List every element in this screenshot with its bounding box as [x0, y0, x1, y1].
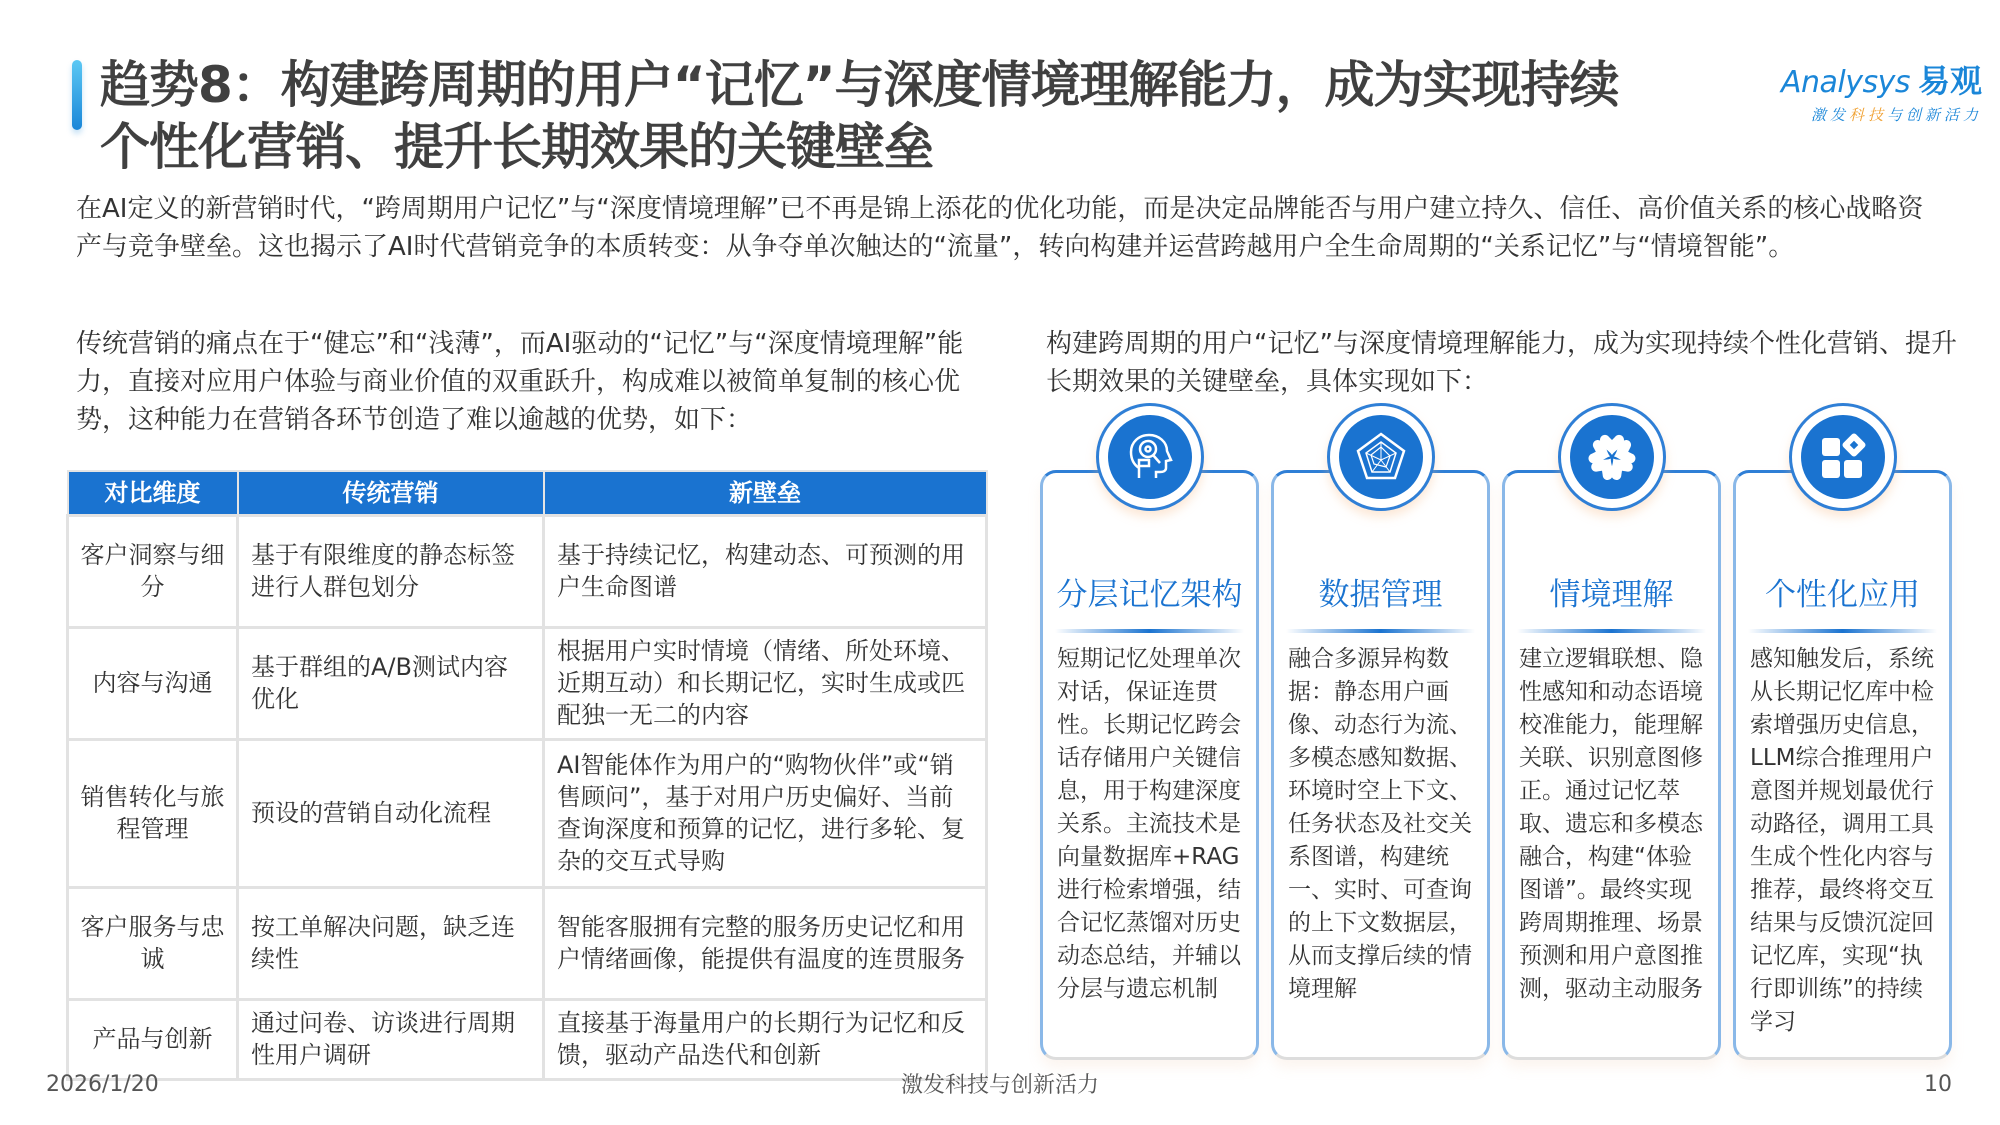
- cell-traditional: 基于有限维度的静态标签进行人群包划分: [238, 515, 544, 627]
- header-new-barrier: 新壁垒: [544, 471, 987, 515]
- logo-tagline-part1: 激发: [1810, 106, 1849, 124]
- card-icon-badge: [1558, 403, 1666, 511]
- cell-traditional: 按工单解决问题，缺乏连续性: [238, 887, 544, 999]
- header-dimension: 对比维度: [68, 471, 238, 515]
- table-row: [68, 999, 987, 1079]
- card-body: 感知触发后，系统从长期记忆库中检索增强历史信息，LLM综合推理用户意图并规划最优行动路径，调用工具生成个性化内容与推荐，最终将交互结果与反馈沉淀回记忆库，实现“执行即训练”的持续学习: [1750, 646, 1934, 1035]
- footer-date: 2026/1/20: [46, 1072, 159, 1097]
- cell-dimension: 销售转化与旅程管理: [68, 739, 238, 887]
- cell-new: AI智能体作为用户的“购物伙伴”或“销售顾问”，基于对用户历史偏好、当前查询深度和预算的记忆，进行多轮、复杂的交互式导购: [544, 739, 987, 887]
- title-accent-bar: [72, 60, 82, 130]
- clover-hearts-icon: [1585, 430, 1639, 484]
- card-icon-badge: [1789, 403, 1897, 511]
- card-context-understanding: [1502, 470, 1721, 1060]
- head-search-icon: [1123, 430, 1177, 484]
- table-header-row: [68, 471, 987, 515]
- card-divider: [1517, 629, 1706, 633]
- table-row: [68, 739, 987, 887]
- cell-traditional: 基于群组的A/B测试内容优化: [238, 627, 544, 739]
- comparison-table: [66, 470, 988, 1081]
- left-paragraph: 传统营销的痛点在于“健忘”和“浅薄”，而AI驱动的“记忆”与“深度情境理解”能力，直接对应用户体验与商业价值的双重跃升，构成难以被简单复制的核心优势，这种能力在营销各环节创造了难以逾越的优势，如下：: [76, 329, 964, 435]
- card-divider: [1286, 629, 1475, 633]
- logo-brand-en: Analysys: [1780, 65, 1910, 100]
- cell-traditional: 预设的营销自动化流程: [238, 739, 544, 887]
- footer-slogan: 激发科技与创新活力: [900, 1073, 1099, 1098]
- card-title: 个性化应用: [1765, 577, 1920, 613]
- cell-traditional: 通过问卷、访谈进行周期性用户调研: [238, 999, 544, 1079]
- cell-dimension: 客户洞察与细分: [68, 515, 238, 627]
- implementation-cards: [1040, 430, 1960, 1060]
- card-title: 数据管理: [1318, 577, 1443, 613]
- card-layered-memory: [1040, 470, 1259, 1060]
- card-title: 情境理解: [1549, 577, 1674, 613]
- page-title-line1: 趋势8：构建跨周期的用户“记忆”与深度情境理解能力，成为实现持续: [100, 56, 1619, 114]
- cell-dimension: 产品与创新: [68, 999, 238, 1079]
- cell-new: 根据用户实时情境（情绪、所处环境、近期互动）和长期记忆，实时生成或匹配独一无二的内容: [544, 627, 987, 739]
- radar-pentagon-icon: [1354, 430, 1408, 484]
- header-traditional: 传统营销: [238, 471, 544, 515]
- cell-new: 基于持续记忆，构建动态、可预测的用户生命图谱: [544, 515, 987, 627]
- cell-new: 智能客服拥有完整的服务历史记忆和用户情绪画像，能提供有温度的连贯服务: [544, 887, 987, 999]
- card-divider: [1055, 629, 1244, 633]
- card-body: 建立逻辑联想、隐性感知和动态语境校准能力，能理解关联、识别意图修正。通过记忆萃取、遗忘和多模态融合，构建“体验图谱”。最终实现跨周期推理、场景预测和用户意图推测，驱动主动服务: [1519, 646, 1703, 1002]
- right-paragraph: 构建跨周期的用户“记忆”与深度情境理解能力，成为实现持续个性化营销、提升长期效果的关键壁垒，具体实现如下：: [1046, 329, 1957, 397]
- intro-paragraph: 在AI定义的新营销时代，“跨周期用户记忆”与“深度情境理解”已不再是锦上添花的优化功能，而是决定品牌能否与用户建立持久、信任、高价值关系的核心战略资产与竞争壁垒。这也揭示了AI时代营销竞争的本质转变：从争夺单次触达的“流量”，转向构建并运营跨越用户全生命周期的“关系记忆”与“情境智能”。: [76, 194, 1924, 262]
- logo-tagline-part3: 与创新活力: [1886, 106, 1982, 124]
- table-row: [68, 887, 987, 999]
- card-personalized-application: [1733, 470, 1952, 1060]
- table-row: [68, 627, 987, 739]
- cell-dimension: 内容与沟通: [68, 627, 238, 739]
- card-data-management: [1271, 470, 1490, 1060]
- card-divider: [1748, 629, 1937, 633]
- card-icon-badge: [1327, 403, 1435, 511]
- logo-brand-cn: 易观: [1917, 62, 1982, 100]
- cell-dimension: 客户服务与忠诚: [68, 887, 238, 999]
- card-body: 融合多源异构数据：静态用户画像、动态行为流、多模态感知数据、环境时空上下文、任务状态及社交关系图谱，构建统一、实时、可查询的上下文数据层，从而支撑后续的情境理解: [1288, 646, 1472, 1002]
- table-row: [68, 515, 987, 627]
- apps-grid-icon: [1816, 430, 1870, 484]
- card-body: 短期记忆处理单次对话，保证连贯性。长期记忆跨会话存储用户关键信息，用于构建深度关系。主流技术是向量数据库+RAG进行检索增强，结合记忆蒸馏对历史动态总结，并辅以分层与遗忘机制: [1057, 646, 1241, 1002]
- page-number: 10: [1924, 1072, 1952, 1097]
- page-title-line2: 个性化营销、提升长期效果的关键壁垒: [100, 118, 933, 176]
- page-title: [100, 54, 1740, 178]
- card-icon-badge: [1096, 403, 1204, 511]
- card-title: 分层记忆架构: [1056, 577, 1243, 613]
- logo-tagline-part2: 科技: [1848, 106, 1887, 124]
- analysys-logo: [1752, 56, 1982, 125]
- logo-tagline: [1752, 104, 1982, 125]
- cell-new: 直接基于海量用户的长期行为记忆和反馈，驱动产品迭代和创新: [544, 999, 987, 1079]
